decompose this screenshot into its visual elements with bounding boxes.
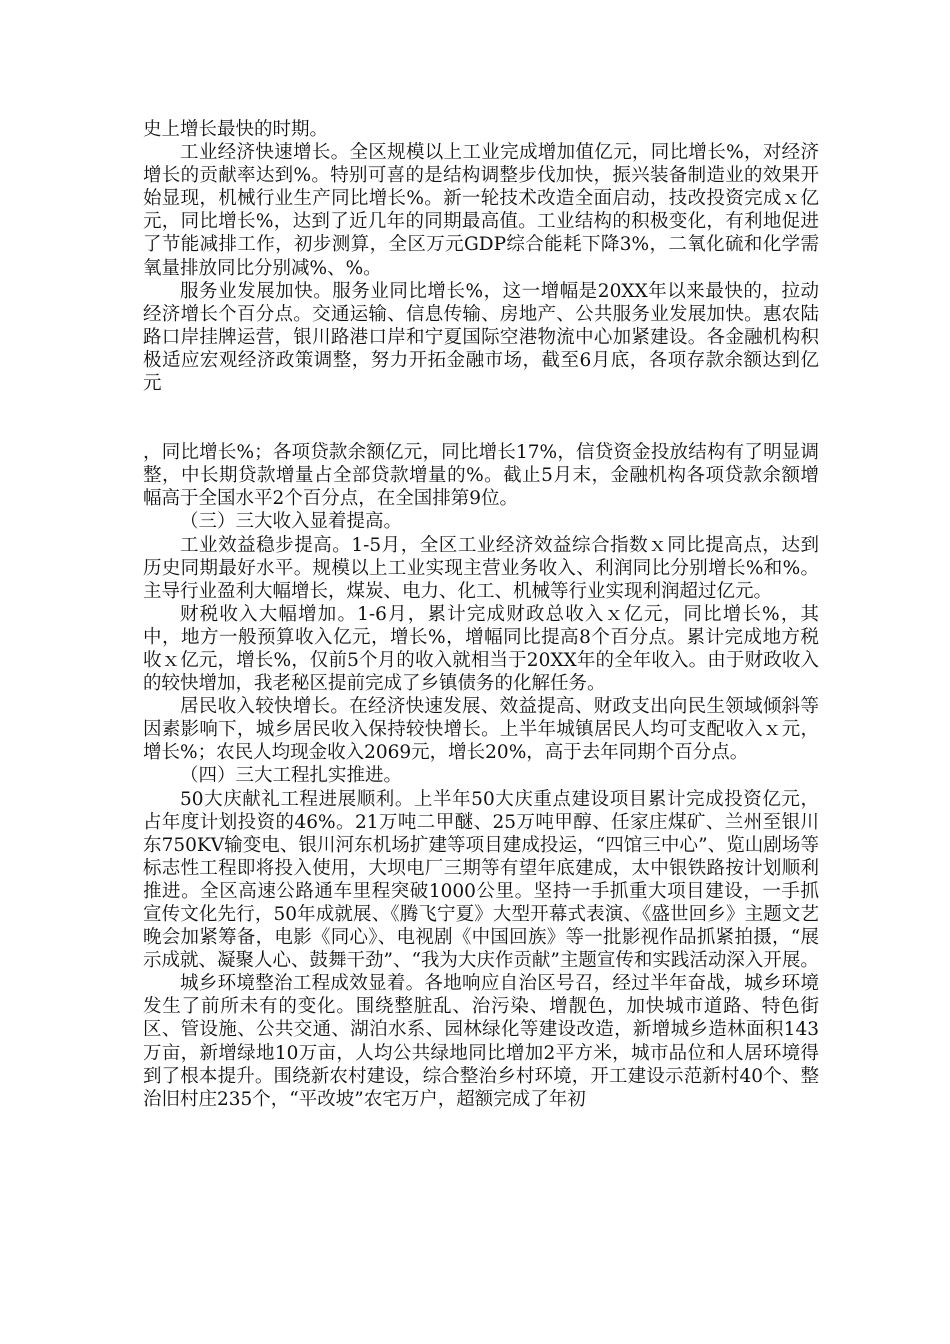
paragraph-anniversary-projects: 50大庆献礼工程进展顺利。上半年50大庆重点建设项目累计完成投资亿元，占年度计划投资的46%。21万吨二甲醚、25万吨甲醇、任家庄煤矿、兰州至银川东750KV输变电、银川河东机场扩建等项目建成投运，“四馆三中心”、览山剧场等标志性工程即将投入使用，大坝电厂三期等有望年底建成，太中银铁路按计划顺利推进。全区高速公路通车里程突破1000公里。坚持一手抓重大项目建设，一手抓宣传文化先行，50年成就展、《腾飞宁夏》大型开幕式表演、《盛世回乡》主题文艺晚会加紧筹备，电影《同心》、电视剧《中国回族》等一批影视作品抓紧拍摄，“展示成就、凝聚人心、鼓舞干劲”、“我为大庆作贡献”主题宣传和实践活动深入开展。 (143, 788, 819, 972)
section-heading-three-projects: （四）三大工程扎实推进。 (180, 765, 403, 787)
paragraph-loans: ，同比增长%；各项贷款余额亿元，同比增长17%，信贷资金投放结构有了明显调整，中长期贷款增量占全部贷款增量的%。截止5月末，金融机构各项贷款余额增幅高于全国水平2个百分点，在全国排第9位。 (143, 442, 819, 510)
paragraph-industrial-benefit: 工业效益稳步提高。1-5月，全区工业经济效益综合指数ｘ同比提高点，达到历史同期最好水平。规模以上工业实现主营业务收入、利润同比分别增长%和%。主导行业盈利大幅增长，煤炭、电力、化工、机械等行业实现利润超过亿元。 (143, 534, 819, 602)
paragraph-environment-improvement: 城乡环境整治工程成效显着。各地响应自治区号召，经过半年奋战，城乡环境发生了前所未有的变化。围绕整脏乱、治污染、增靓色，加快城市道路、特色街区、管设施、公共交通、湖泊水系、园林绿化等建设改造，新增城乡造林面积143万亩，新增绿地10万亩，人均公共绿地同比增加2平方米，城市品位和人居环境得到了根本提升。围绕新农村建设，综合整治乡村环境，开工建设示范新村40个、整治旧村庄235个，“平改坡”农宅万户，超额完成了年初 (143, 973, 819, 1110)
paragraph-continuation: 史上增长最快的时期。 (143, 119, 329, 140)
document-page (143, 118, 819, 1111)
paragraph-service-industry: 服务业发展加快。服务业同比增长%，这一增幅是20XX年以来最快的，拉动经济增长个百分点。交通运输、信息传输、房地产、公共服务业发展加快。惠农陆路口岸挂牌运营，银川路港口岸和宁夏国际空港物流中心加紧建设。各金融机构积极适应宏观经济政策调整，努力开拓金融市场，截至6月底，各项存款余额达到亿元 (143, 280, 819, 395)
section-heading-three-incomes: （三）三大收入显着提高。 (180, 511, 403, 533)
page-gap (143, 395, 819, 441)
paragraph-resident-income: 居民收入较快增长。在经济快速发展、效益提高、财政支出向民生领域倾斜等因素影响下，城乡居民收入保持较快增长。上半年城镇居民人均可支配收入ｘ元，增长%；农民人均现金收入2069元，增长20%，高于去年同期个百分点。 (143, 696, 819, 764)
paragraph-fiscal-revenue: 财税收入大幅增加。1-6月，累计完成财政总收入ｘ亿元，同比增长%，其中，地方一般预算收入亿元，增长%，增幅同比提高8个百分点。累计完成地方税收ｘ亿元，增长%，仅前5个月的收入就相当于20XX年的全年收入。由于财政收入的较快增加，我老秘区提前完成了乡镇债务的化解任务。 (143, 603, 819, 695)
paragraph-industrial-growth: 工业经济快速增长。全区规模以上工业完成增加值亿元，同比增长%，对经济增长的贡献率达到%。特别可喜的是结构调整步伐加快，振兴装备制造业的效果开始显现，机械行业生产同比增长%。新一轮技术改造全面启动，技改投资完成ｘ亿元，同比增长%，达到了近几年的同期最高值。工业结构的积极变化，有利地促进了节能减排工作，初步测算，全区万元GDP综合能耗下降3%，二氧化硫和化学需氧量排放同比分别减%、%。 (143, 142, 819, 279)
